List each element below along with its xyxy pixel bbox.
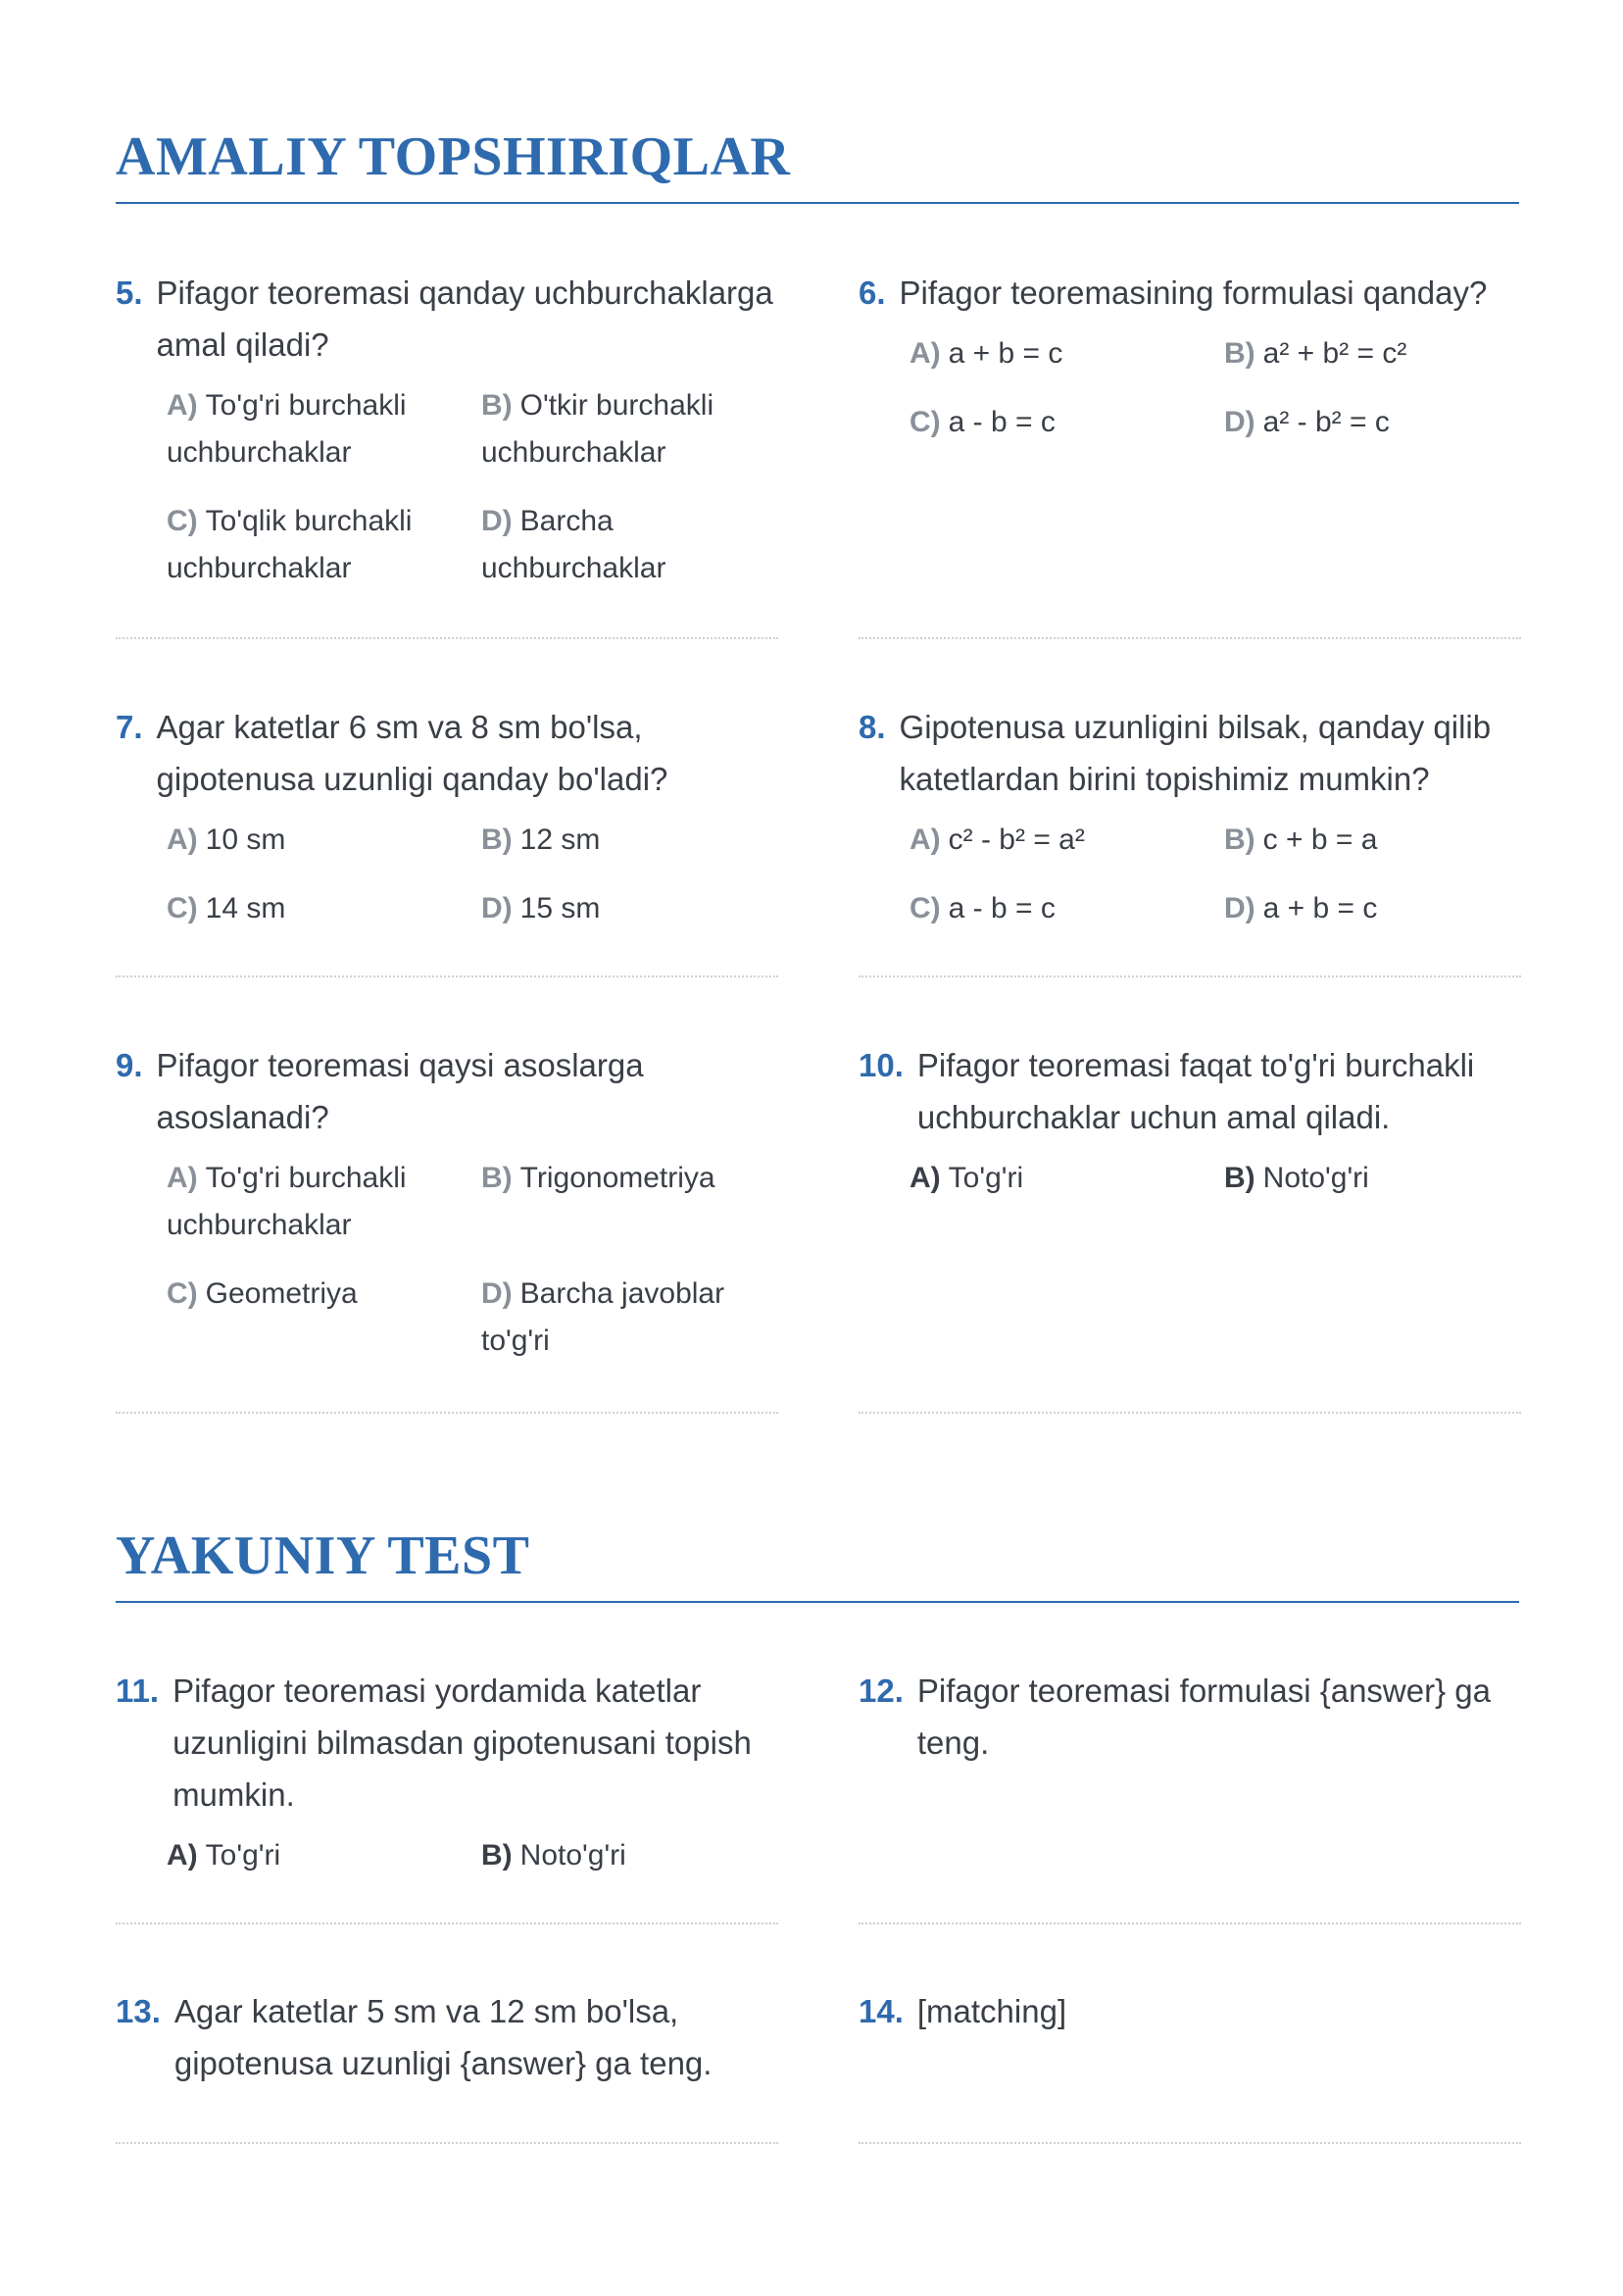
options	[910, 1155, 1521, 1223]
option-text: 15 sm	[519, 892, 601, 924]
section-title-final-test: YAKUNIY TEST	[116, 1524, 1519, 1603]
question-text: Pifagor teoremasi qaysi asoslarga asoslanadi?	[156, 1047, 644, 1135]
option-letter: A)	[910, 337, 941, 370]
options	[910, 817, 1521, 954]
option-text: To'g'ri burchakli uchburchaklar	[167, 389, 407, 469]
option-letter: D)	[1224, 406, 1255, 438]
question-head	[116, 1665, 778, 1821]
option-letter: B)	[481, 824, 513, 856]
question-9	[116, 1039, 778, 1414]
options	[167, 382, 778, 614]
option-text: a - b = c	[948, 892, 1056, 924]
question-text: Agar katetlar 5 sm va 12 sm bo'lsa, gipotenusa uzunligi {answer} ga teng.	[173, 1993, 713, 2081]
option-letter: A)	[910, 824, 941, 856]
option-letter: A)	[167, 824, 198, 856]
option-letter: C)	[167, 892, 198, 924]
option-c[interactable]	[910, 885, 1224, 954]
option-d[interactable]	[1224, 885, 1539, 954]
option-text: 12 sm	[519, 824, 601, 856]
question-text: Pifagor teoremasi formulasi {answer} ga teng.	[916, 1672, 1491, 1761]
option-d[interactable]	[1224, 399, 1539, 468]
option-a[interactable]	[910, 330, 1224, 399]
option-b[interactable]	[481, 382, 796, 498]
question-5	[116, 267, 778, 639]
option-text: c² - b² = a²	[948, 824, 1085, 856]
option-text: Noto'g'ri	[519, 1839, 626, 1872]
question-text: Pifagor teoremasi yordamida katetlar uzunligini bilmasdan gipotenusani topish mumkin.	[172, 1672, 752, 1813]
option-a[interactable]	[910, 817, 1224, 885]
option-letter: A)	[167, 1839, 198, 1872]
option-letter: B)	[481, 1162, 513, 1194]
option-b[interactable]	[1224, 1155, 1539, 1223]
question-text: Agar katetlar 6 sm va 8 sm bo'lsa, gipotenusa uzunligi qanday bo'ladi?	[156, 709, 668, 797]
option-text: Noto'g'ri	[1262, 1162, 1369, 1194]
option-letter: B)	[1224, 824, 1255, 856]
option-letter: B)	[481, 1839, 513, 1872]
question-head	[859, 1665, 1521, 1769]
option-text: To'g'ri	[205, 1839, 281, 1872]
option-letter: D)	[481, 505, 513, 537]
option-text: a - b = c	[948, 406, 1056, 438]
question-13	[116, 1985, 778, 2144]
options	[167, 817, 778, 954]
option-text: c + b = a	[1262, 824, 1378, 856]
option-text: 14 sm	[205, 892, 286, 924]
option-d[interactable]	[481, 498, 796, 614]
section-title-practical: AMALIY TOPSHIRIQLAR	[116, 125, 1519, 204]
option-a[interactable]	[167, 382, 481, 498]
option-letter: C)	[910, 892, 941, 924]
options	[910, 330, 1521, 468]
option-b[interactable]	[481, 817, 796, 885]
option-b[interactable]	[481, 1832, 796, 1901]
question-number: 13.	[116, 1993, 161, 2029]
question-7	[116, 701, 778, 977]
option-c[interactable]	[167, 498, 481, 614]
question-text: Pifagor teoremasi qanday uchburchaklarga amal qiladi?	[156, 275, 773, 363]
option-text: a + b = c	[1262, 892, 1378, 924]
question-text: Pifagor teoremasi faqat to'g'ri burchakli uchburchaklar uchun amal qiladi.	[916, 1047, 1475, 1135]
option-c[interactable]	[167, 1271, 481, 1386]
option-text: Barcha uchburchaklar	[481, 505, 666, 584]
option-letter: C)	[910, 406, 941, 438]
option-letter: B)	[481, 389, 513, 422]
question-number: 7.	[116, 709, 143, 745]
question-text: Pifagor teoremasining formulasi qanday?	[899, 275, 1488, 311]
option-a[interactable]	[167, 1832, 481, 1901]
option-text: To'qlik burchakli uchburchaklar	[167, 505, 413, 584]
option-text: a + b = c	[948, 337, 1063, 370]
question-head	[859, 267, 1521, 319]
question-number: 14.	[859, 1993, 904, 2029]
option-text: O'tkir burchakli uchburchaklar	[481, 389, 714, 469]
question-number: 10.	[859, 1047, 904, 1083]
question-number: 12.	[859, 1672, 904, 1709]
option-text: Trigonometriya	[519, 1162, 715, 1194]
option-letter: C)	[167, 505, 198, 537]
question-number: 6.	[859, 275, 886, 311]
option-text: Barcha javoblar to'g'ri	[481, 1277, 725, 1357]
question-14	[859, 1985, 1521, 2144]
option-text: To'g'ri	[948, 1162, 1024, 1194]
options	[167, 1155, 778, 1386]
question-number: 11.	[116, 1672, 160, 1709]
option-letter: A)	[167, 1162, 198, 1194]
question-head	[859, 1985, 1521, 2037]
question-12	[859, 1665, 1521, 1924]
option-letter: B)	[1224, 337, 1255, 370]
option-letter: D)	[1224, 892, 1255, 924]
question-head	[116, 1985, 778, 2089]
option-c[interactable]	[167, 885, 481, 954]
option-a[interactable]	[910, 1155, 1224, 1223]
option-b[interactable]	[481, 1155, 796, 1271]
option-d[interactable]	[481, 1271, 796, 1386]
question-head	[116, 701, 778, 805]
question-10	[859, 1039, 1521, 1414]
option-c[interactable]	[910, 399, 1224, 468]
option-b[interactable]	[1224, 330, 1539, 399]
question-head	[116, 1039, 778, 1143]
question-head	[116, 267, 778, 371]
option-letter: C)	[167, 1277, 198, 1310]
options	[167, 1832, 778, 1901]
question-head	[859, 1039, 1521, 1143]
option-text: a² + b² = c²	[1262, 337, 1407, 370]
option-letter: D)	[481, 892, 513, 924]
question-11	[116, 1665, 778, 1924]
option-text: 10 sm	[205, 824, 286, 856]
option-a[interactable]	[167, 1155, 481, 1271]
question-head	[859, 701, 1521, 805]
question-text: [matching]	[916, 1993, 1067, 2029]
option-letter: D)	[481, 1277, 513, 1310]
option-a[interactable]	[167, 817, 481, 885]
option-text: Geometriya	[205, 1277, 358, 1310]
question-number: 5.	[116, 275, 143, 311]
question-8	[859, 701, 1521, 977]
option-letter: A)	[910, 1162, 941, 1194]
option-b[interactable]	[1224, 817, 1539, 885]
option-text: To'g'ri burchakli uchburchaklar	[167, 1162, 407, 1241]
question-text: Gipotenusa uzunligini bilsak, qanday qilib katetlardan birini topishimiz mumkin?	[899, 709, 1492, 797]
option-letter: A)	[167, 389, 198, 422]
question-number: 9.	[116, 1047, 143, 1083]
option-letter: B)	[1224, 1162, 1255, 1194]
option-text: a² - b² = c	[1262, 406, 1390, 438]
question-number: 8.	[859, 709, 886, 745]
option-d[interactable]	[481, 885, 796, 954]
question-6	[859, 267, 1521, 639]
